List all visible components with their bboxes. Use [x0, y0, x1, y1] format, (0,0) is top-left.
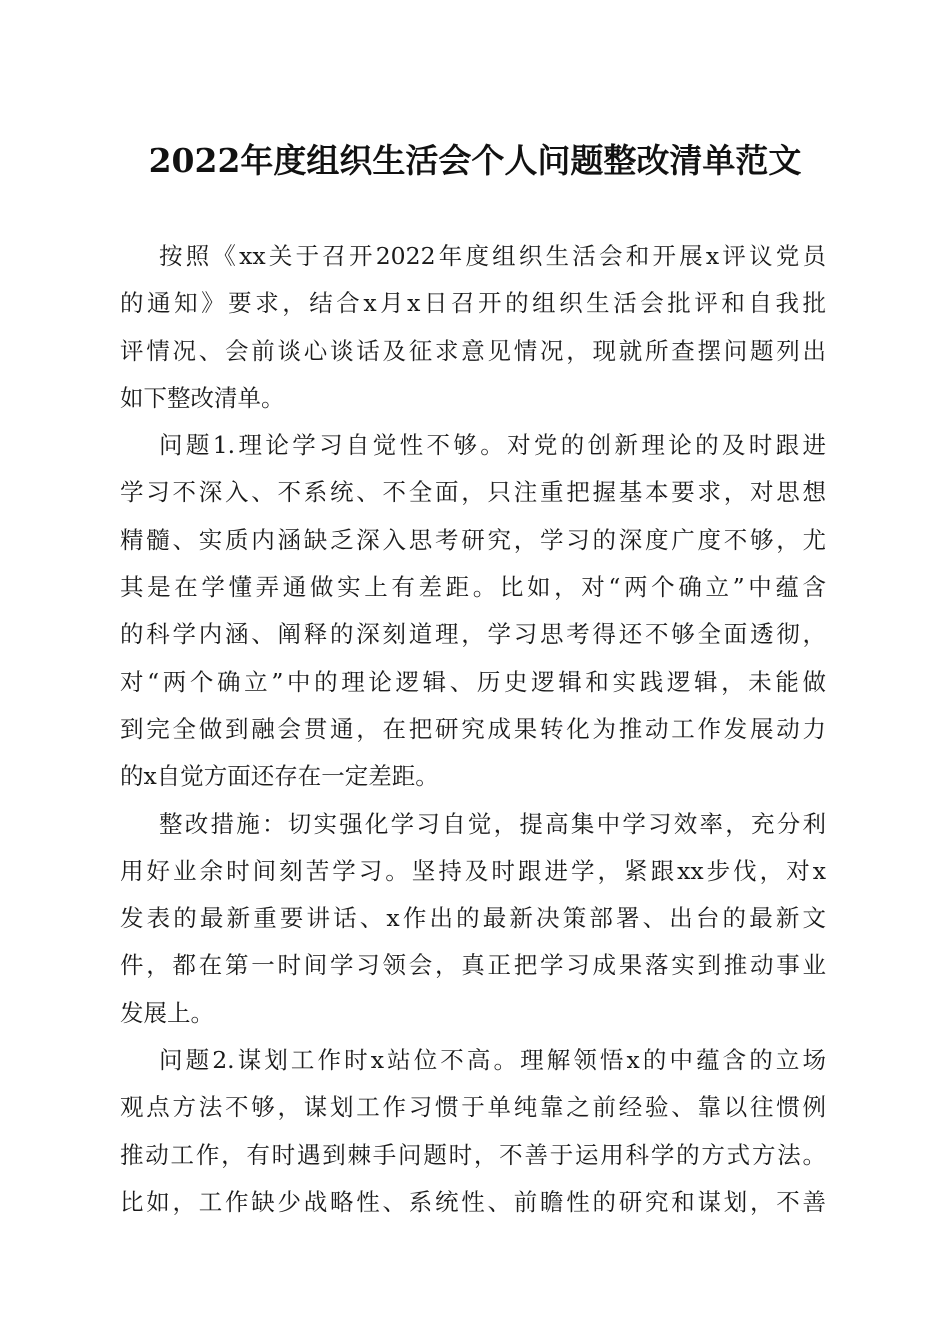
text-line: 按照《xx关于召开2022年度组织生活会和开展x评议党员 — [159, 242, 826, 270]
text-line: 评情况、会前谈心谈话及征求意见情况，现就所查摆问题列出 — [120, 336, 826, 365]
text-line: 件，都在第一时间学习领会，真正把学习成果落实到推动事业 — [120, 951, 826, 980]
text-line: 比如，工作缺少战略性、系统性、前瞻性的研究和谋划，不善 — [120, 1187, 826, 1216]
text-line: 发表的最新重要讲话、x作出的最新决策部署、出台的最新文 — [120, 904, 826, 933]
text-line: 如下整改清单。 — [120, 383, 285, 412]
text-line: 学习不深入、不系统、不全面，只注重把握基本要求，对思想 — [120, 478, 826, 507]
text-line: 精髓、实质内涵缺乏深入思考研究，学习的深度广度不够，尤 — [120, 525, 826, 554]
text-line: 用好业余时间刻苦学习。坚持及时跟进学，紧跟xx步伐，对x — [120, 856, 826, 885]
text-line: 对“两个确立”中的理论逻辑、历史逻辑和实践逻辑，未能做 — [120, 667, 826, 696]
text-line: 到完全做到融会贯通，在把研究成果转化为推动工作发展动力 — [120, 714, 826, 743]
text-line: 问题1.理论学习自觉性不够。对党的创新理论的及时跟进 — [159, 431, 826, 460]
paragraph-problem-2 — [120, 1037, 826, 1226]
text-line: 发展上。 — [120, 998, 214, 1027]
text-line: 观点方法不够，谋划工作习惯于单纯靠之前经验、靠以往惯例 — [120, 1093, 826, 1122]
text-line: 问题2.谋划工作时x站位不高。理解领悟x的中蕴含的立场 — [159, 1046, 826, 1075]
text-line: 的科学内涵、阐释的深刻道理，学习思考得还不够全面透彻， — [120, 620, 826, 649]
text-line: 的x自觉方面还存在一定差距。 — [120, 762, 439, 791]
text-line: 其是在学懂弄通做实上有差距。比如，对“两个确立”中蕴含 — [120, 573, 826, 602]
text-line: 整改措施：切实强化学习自觉，提高集中学习效率，充分利 — [159, 809, 826, 838]
document-title: 2022年度组织生活会个人问题整改清单范文 — [148, 141, 802, 180]
paragraph-measure-1 — [120, 801, 826, 1037]
document-body — [120, 233, 826, 1226]
text-line: 推动工作，有时遇到棘手问题时，不善于运用科学的方式方法。 — [120, 1140, 826, 1169]
paragraph-intro — [120, 233, 826, 422]
paragraph-problem-1 — [120, 422, 826, 800]
text-line: 的通知》要求，结合x月x日召开的组织生活会批评和自我批 — [120, 289, 826, 318]
